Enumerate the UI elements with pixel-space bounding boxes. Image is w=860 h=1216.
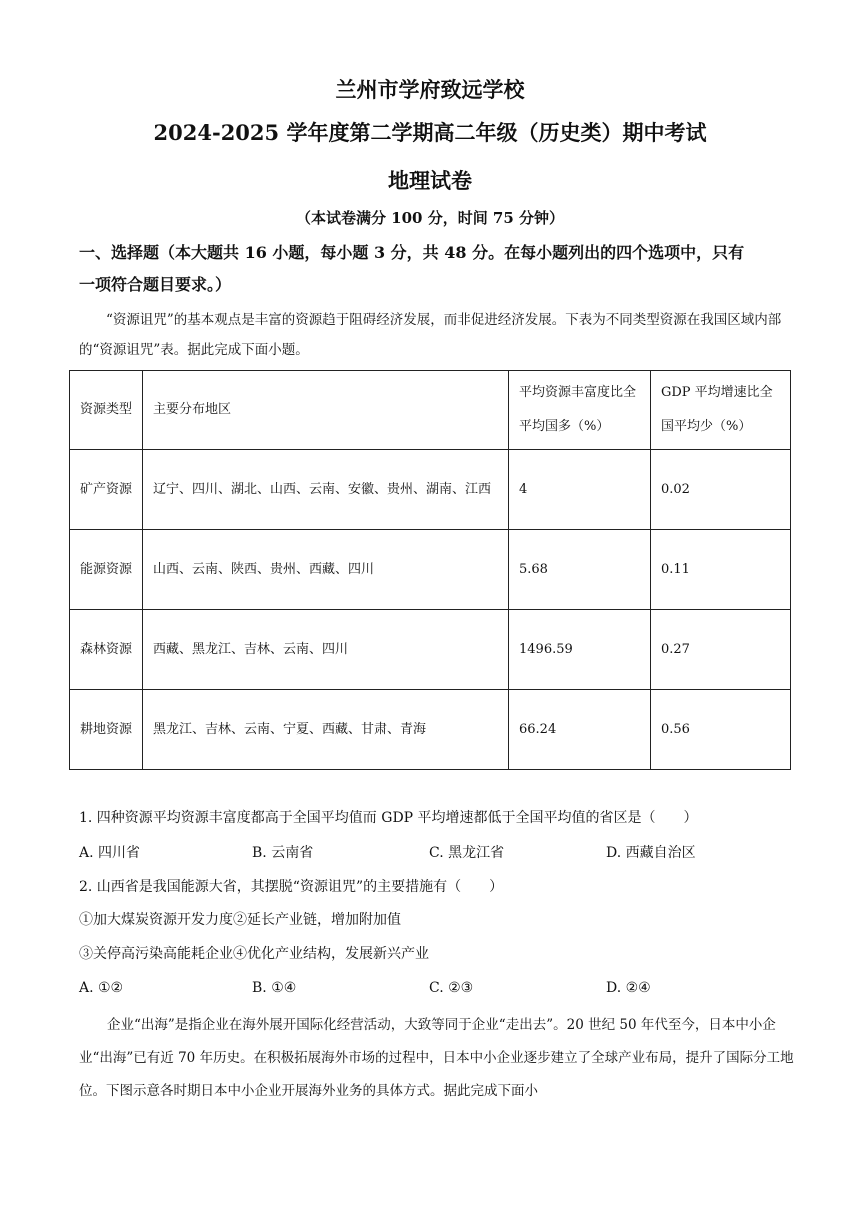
- table-cell: 山西、云南、陕西、贵州、西藏、四川: [143, 530, 509, 610]
- table-header-cell: 资源类型: [70, 371, 143, 450]
- q2-option-c: C. ②③: [429, 980, 474, 996]
- q2-statement-line2: ③关停高污染高能耗企业④优化产业结构，发展新兴产业: [79, 946, 429, 962]
- table-cell: 森林资源: [70, 610, 143, 690]
- table-row: [70, 530, 791, 610]
- section-title-line2: 一项符合题目要求。）: [79, 275, 232, 294]
- section-title: [79, 237, 799, 301]
- intro-paragraph-1: “资源诅咒”的基本观点是丰富的资源趋于阻碍经济发展，而非促进经济发展。下表为不同类型资源在我国区域内部的“资源诅咒”表。据此完成下面小题。: [79, 312, 782, 358]
- question-1-stem: 1. 四种资源平均资源丰富度都高于全国平均值而 GDP 平均增速都低于全国平均值的省区是（ ）: [79, 810, 698, 826]
- subject-title: 地理试卷: [388, 168, 472, 193]
- table-cell: 矿产资源: [70, 450, 143, 530]
- table-cell: 4: [509, 450, 651, 530]
- q1-option-d: D. 西藏自治区: [606, 845, 696, 861]
- table-cell: 西藏、黑龙江、吉林、云南、四川: [143, 610, 509, 690]
- table-cell: 1496.59: [509, 610, 651, 690]
- table-header-cell: 主要分布地区: [143, 371, 509, 450]
- q1-option-c: C. 黑龙江省: [429, 845, 505, 861]
- intro-paragraph-2: 企业“出海”是指企业在海外展开国际化经营活动，大致等同于企业“走出去”。20 世纪 50 年代至今，日本中小企业“出海”已有近 70 年历史。在积极拓展海外市场的过程中，日本中小企业逐步建立了全球产业布局，提升了国际分工地位。下图示意各时期日本中小企业开展海外业务的具体方式。据此完成下面小: [79, 1017, 794, 1099]
- table-cell: 耕地资源: [70, 690, 143, 770]
- q2-option-d: D. ②④: [606, 980, 651, 996]
- resource-curse-table: [69, 370, 791, 770]
- table-row: [70, 450, 791, 530]
- table-row: [70, 690, 791, 770]
- q2-option-b: B. ①④: [252, 980, 297, 996]
- table-cell: 0.11: [651, 530, 791, 610]
- exam-note: （本试卷满分 100 分，时间 75 分钟）: [295, 209, 565, 227]
- exam-title: 2024-2025 学年度第二学期高二年级（历史类）期中考试: [153, 120, 707, 145]
- table-header-row: [70, 371, 791, 450]
- table-cell: 0.02: [651, 450, 791, 530]
- q1-option-b: B. 云南省: [252, 845, 314, 861]
- table-cell: 辽宁、四川、湖北、山西、云南、安徽、贵州、湖南、江西: [143, 450, 509, 530]
- school-name: 兰州市学府致远学校: [335, 77, 525, 102]
- section-title-line1: 一、选择题（本大题共 16 小题，每小题 3 分，共 48 分。在每小题列出的四个选项中，只有: [79, 243, 745, 262]
- table-cell: 66.24: [509, 690, 651, 770]
- q2-option-a: A. ①②: [79, 980, 124, 996]
- table-cell: 0.56: [651, 690, 791, 770]
- table-cell: 能源资源: [70, 530, 143, 610]
- table-cell: 5.68: [509, 530, 651, 610]
- question-2-stem: 2. 山西省是我国能源大省，其摆脱“资源诅咒”的主要措施有（ ）: [79, 879, 504, 895]
- q2-statement-line1: ①加大煤炭资源开发力度②延长产业链，增加附加值: [79, 912, 401, 928]
- table-header-cell: 平均资源丰富度比全平均国多（%）: [509, 371, 651, 450]
- table-cell: 黑龙江、吉林、云南、宁夏、西藏、甘肃、青海: [143, 690, 509, 770]
- table-cell: 0.27: [651, 610, 791, 690]
- table-row: [70, 610, 791, 690]
- q1-option-a: A. 四川省: [79, 845, 141, 861]
- table-header-cell: GDP 平均增速比全国平均少（%）: [651, 371, 791, 450]
